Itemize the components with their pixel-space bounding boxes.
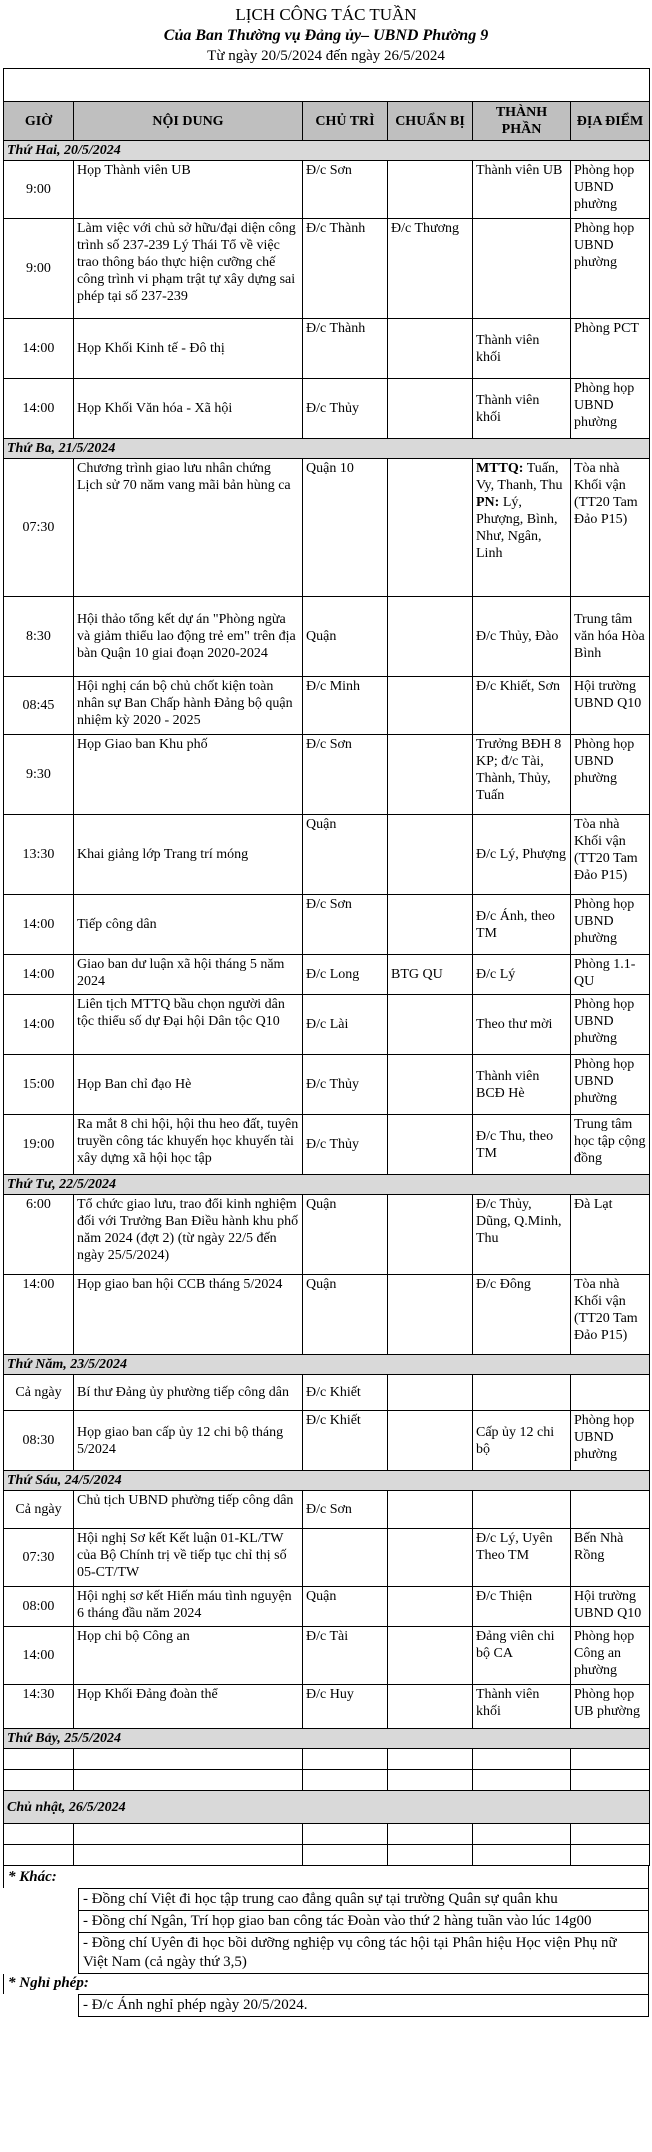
cell-time: 15:00 [4,1055,74,1115]
cell-place: Tòa nhà Khối vận (TT20 Tam Đảo P15) [571,459,650,597]
col-content: NỘI DUNG [74,102,303,141]
day-row [4,1175,650,1195]
table-row [4,1411,650,1471]
cell-place: Phòng họp UB phường [571,1685,650,1729]
cell-place: Đà Lạt [571,1195,650,1275]
cell-prep [388,1115,473,1175]
cell-prep [388,379,473,439]
cell-prep [388,597,473,677]
cell-content: Hội nghị cán bộ chủ chốt kiện toàn nhân sự Ban Chấp hành Đảng bộ quận nhiệm kỳ 2020 - 2025 [74,677,303,735]
cell-place: Phòng họp UBND phường [571,1055,650,1115]
cell-place: Phòng PCT [571,319,650,379]
day-label-thursday: Thứ Năm, 23/5/2024 [4,1355,650,1375]
cell-prep [388,895,473,955]
day-row [4,141,650,161]
cell-place: Trung tâm văn hóa Hòa Bình [571,597,650,677]
cell-chair: Đ/c Sơn [303,895,388,955]
day-label-tuesday: Thứ Ba, 21/5/2024 [4,439,650,459]
cell-chair: Quận [303,815,388,895]
cell-content: Họp Khối Kinh tế - Đô thị [74,319,303,379]
col-time: GIỜ [4,102,74,141]
cell-place: Hội trường UBND Q10 [571,677,650,735]
cell-members [473,219,571,319]
table-row [4,1685,650,1729]
day-row [4,1729,650,1749]
cell-chair [303,1529,388,1587]
table-row [4,597,650,677]
cell-content: Tiếp công dân [74,895,303,955]
cell-prep [388,1195,473,1275]
cell-chair: Đ/c Thủy [303,379,388,439]
table-row [4,955,650,995]
cell-place: Phòng họp UBND phường [571,735,650,815]
cell-chair: Đ/c Sơn [303,161,388,219]
cell-content: Hội nghị sơ kết Hiến máu tình nguyện 6 tháng đầu năm 2024 [74,1587,303,1627]
cell-prep [388,1627,473,1685]
table-row [4,1115,650,1175]
cell-prep [388,1587,473,1627]
cell-members: Đ/c Đông [473,1275,571,1355]
cell-members: Đ/c Ánh, theo TM [473,895,571,955]
table-row [4,1627,650,1685]
cell-time: Cả ngày [4,1491,74,1529]
cell-time: 07:30 [4,459,74,597]
cell-members: Đ/c Khiết, Sơn [473,677,571,735]
cell-members: Thành viên khối [473,319,571,379]
cell-prep [388,1491,473,1529]
cell-time: 14:30 [4,1685,74,1729]
cell-place: Phòng họp UBND phường [571,1411,650,1471]
cell-content: Làm việc với chủ sở hữu/đại diện công trình số 237-239 Lý Thái Tổ về việc trao thông báo thực hiện cưỡng chế công trình vi phạm trật tự xây dựng sai phép tại số 237-239 [74,219,303,319]
cell-chair: Đ/c Khiết [303,1411,388,1471]
page-title: LỊCH CÔNG TÁC TUẦN [235,5,417,24]
cell-place: Phòng họp UBND phường [571,379,650,439]
cell-content: Tổ chức giao lưu, trao đổi kinh nghiệm đối với Trưởng Ban Điều hành khu phố năm 2024 (đợt 2) (từ ngày 22/5 đến ngày 25/5/2024) [74,1195,303,1275]
cell-members: Đảng viên chi bộ CA [473,1627,571,1685]
day-label-saturday: Thứ Bảy, 25/5/2024 [4,1729,650,1749]
table-row [4,219,650,319]
cell-prep: BTG QU [388,955,473,995]
col-chair: CHỦ TRÌ [303,102,388,141]
cell-members: Đ/c Thu, theo TM [473,1115,571,1175]
cell-chair: Đ/c Huy [303,1685,388,1729]
cell-place: Phòng họp UBND phường [571,895,650,955]
cell-time: 8:30 [4,597,74,677]
other-note: - Đồng chí Việt đi học tập trung cao đẳng quân sự tại trường Quân sự quân khu [78,1888,649,1911]
cell-time: 14:00 [4,955,74,995]
table-row [4,1749,650,1770]
cell-place: Phòng 1.1-QU [571,955,650,995]
cell-time: 13:30 [4,815,74,895]
cell-chair: Đ/c Tài [303,1627,388,1685]
cell-prep [388,1275,473,1355]
table-row [4,161,650,219]
other-note: - Đồng chí Ngân, Trí họp giao ban công tác Đoàn vào thứ 2 hàng tuần vào lúc 14g00 [78,1911,649,1933]
cell-members [473,1491,571,1529]
table-row [4,1529,650,1587]
cell-place: Phòng họp Công an phường [571,1627,650,1685]
notes-section [3,1866,649,2017]
cell-prep [388,815,473,895]
day-label-friday: Thứ Sáu, 24/5/2024 [4,1471,650,1491]
blank-row [4,69,650,102]
table-row [4,1195,650,1275]
cell-time: 08:45 [4,677,74,735]
cell-prep [388,161,473,219]
other-note: - Đồng chí Uyên đi học bồi dưỡng nghiệp vụ công tác hội tại Phân hiệu Học viện Phụ nữ Việt Nam (cả ngày thứ 3,5) [78,1933,649,1974]
cell-chair: Đ/c Minh [303,677,388,735]
table-row [4,319,650,379]
cell-time: 9:30 [4,735,74,815]
cell-time: 14:00 [4,1275,74,1355]
table-row [4,1845,650,1866]
cell-time: 19:00 [4,1115,74,1175]
members-mttq: Tuấn, Vy, Thanh, Thu [476,461,563,493]
cell-members: Thành viên khối [473,379,571,439]
cell-place: Bến Nhà Rồng [571,1529,650,1587]
cell-members: Theo thư mời [473,995,571,1055]
cell-members: Trưởng BĐH 8 KP; đ/c Tài, Thành, Thủy, Tuấn [473,735,571,815]
cell-time: 14:00 [4,1627,74,1685]
cell-members: Thành viên BCĐ Hè [473,1055,571,1115]
cell-chair: Đ/c Thành [303,319,388,379]
day-row [4,1471,650,1491]
leave-heading: * Nghỉ phép: [3,1974,649,1994]
cell-content: Giao ban dư luận xã hội tháng 5 năm 2024 [74,955,303,995]
cell-time: 14:00 [4,379,74,439]
cell-time: 9:00 [4,219,74,319]
cell-time: 6:00 [4,1195,74,1275]
cell-content: Họp Giao ban Khu phố [74,735,303,815]
members-pn: Lý, Phượng, Bình, Như, Ngân, Linh [476,495,558,561]
table-row [4,815,650,895]
cell-place: Phòng họp UBND phường [571,995,650,1055]
cell-prep [388,1685,473,1729]
table-row [4,1770,650,1791]
table-row [4,895,650,955]
cell-chair: Quận 10 [303,459,388,597]
col-prep: CHUẨN BỊ [388,102,473,141]
cell-content: Liên tịch MTTQ bầu chọn người dân tộc thiểu số dự Đại hội Dân tộc Q10 [74,995,303,1055]
cell-members: Đ/c Thủy, Đào [473,597,571,677]
cell-prep [388,735,473,815]
cell-prep [388,319,473,379]
cell-content: Chủ tịch UBND phường tiếp công dân [74,1491,303,1529]
cell-chair: Đ/c Sơn [303,1491,388,1529]
cell-members: Đ/c Lý, Uyên Theo TM [473,1529,571,1587]
cell-prep: Đ/c Thương [388,219,473,319]
cell-time: 08:00 [4,1587,74,1627]
cell-content: Họp giao ban hội CCB tháng 5/2024 [74,1275,303,1355]
cell-content: Bí thư Đảng ủy phường tiếp công dân [74,1375,303,1411]
cell-chair: Quận [303,1195,388,1275]
cell-chair: Quận [303,1275,388,1355]
cell-prep [388,1411,473,1471]
page-subtitle: Của Ban Thường vụ Đảng ủy– UBND Phường 9 [163,27,489,44]
cell-place: Tòa nhà Khối vận (TT20 Tam Đảo P15) [571,815,650,895]
cell-chair: Đ/c Khiết [303,1375,388,1411]
cell-chair: Đ/c Thành [303,219,388,319]
cell-members: Cấp ủy 12 chi bộ [473,1411,571,1471]
cell-content: Họp Ban chỉ đạo Hè [74,1055,303,1115]
table-row [4,677,650,735]
title-block [0,0,652,68]
cell-prep [388,677,473,735]
cell-chair: Đ/c Lài [303,995,388,1055]
leave-note: - Đ/c Ánh nghỉ phép ngày 20/5/2024. [78,1994,649,2017]
cell-content: Họp chi bộ Công an [74,1627,303,1685]
date-range: Từ ngày 20/5/2024 đến ngày 26/5/2024 [207,48,445,64]
table-row [4,1055,650,1115]
cell-time: 07:30 [4,1529,74,1587]
day-row [4,439,650,459]
cell-content: Họp Thành viên UB [74,161,303,219]
day-label-sunday: Chủ nhật, 26/5/2024 [4,1791,650,1824]
cell-members: Đ/c Thiện [473,1587,571,1627]
table-row [4,379,650,439]
cell-members: Đ/c Lý, Phượng [473,815,571,895]
cell-chair: Quận [303,597,388,677]
table-row [4,459,650,597]
cell-prep [388,1375,473,1411]
cell-chair: Đ/c Long [303,955,388,995]
cell-content: Hội thảo tổng kết dự án "Phòng ngừa và giảm thiểu lao động trẻ em" trên địa bàn Quận 10 giai đoạn 2020-2024 [74,597,303,677]
cell-content: Họp giao ban cấp ủy 12 chi bộ tháng 5/2024 [74,1411,303,1471]
cell-prep [388,459,473,597]
day-row [4,1355,650,1375]
col-place: ĐỊA ĐIỂM [571,102,650,141]
cell-time: 14:00 [4,319,74,379]
table-row [4,1587,650,1627]
cell-members: Thành viên khối [473,1685,571,1729]
cell-content: Chương trình giao lưu nhân chứng Lịch sử 70 năm vang mãi bản hùng ca [74,459,303,597]
col-members: THÀNH PHẦN [473,102,571,141]
day-label-wednesday: Thứ Tư, 22/5/2024 [4,1175,650,1195]
table-row [4,735,650,815]
cell-chair: Đ/c Sơn [303,735,388,815]
cell-members: Đ/c Thủy, Dũng, Q.Minh, Thu [473,1195,571,1275]
table-row [4,1275,650,1355]
day-row [4,1791,650,1824]
cell-time: 14:00 [4,895,74,955]
cell-prep [388,995,473,1055]
cell-prep [388,1055,473,1115]
cell-time: 9:00 [4,161,74,219]
cell-members [473,1375,571,1411]
cell-content: Khai giảng lớp Trang trí móng [74,815,303,895]
members-label-pn: PN: [476,495,500,510]
schedule-table [3,68,650,1866]
cell-content: Ra mắt 8 chi hội, hội thu heo đất, tuyên truyền công tác khuyến học khuyến tài xây dựng xã hội học tập [74,1115,303,1175]
cell-members: Thành viên UB [473,161,571,219]
cell-chair: Đ/c Thủy [303,1115,388,1175]
cell-chair: Quận [303,1587,388,1627]
cell-content: Họp Khối Đảng đoàn thể [74,1685,303,1729]
other-heading: * Khác: [3,1866,649,1888]
table-header [4,102,650,141]
table-row [4,1375,650,1411]
cell-content: Họp Khối Văn hóa - Xã hội [74,379,303,439]
cell-place: Tòa nhà Khối vận (TT20 Tam Đảo P15) [571,1275,650,1355]
cell-time: 08:30 [4,1411,74,1471]
cell-members: Đ/c Lý [473,955,571,995]
cell-place: Trung tâm học tập cộng đồng [571,1115,650,1175]
cell-place: Phòng họp UBND phường [571,161,650,219]
cell-content: Hội nghị Sơ kết Kết luận 01-KL/TW của Bộ Chính trị về tiếp tục chỉ thị số 05-CT/TW [74,1529,303,1587]
cell-place: Hội trường UBND Q10 [571,1587,650,1627]
cell-place [571,1491,650,1529]
cell-members [473,459,571,597]
cell-chair: Đ/c Thủy [303,1055,388,1115]
cell-place [571,1375,650,1411]
members-label-mttq: MTTQ: [476,461,524,476]
table-row [4,1824,650,1845]
cell-time: Cả ngày [4,1375,74,1411]
table-row [4,1491,650,1529]
cell-time: 14:00 [4,995,74,1055]
day-label-monday: Thứ Hai, 20/5/2024 [4,141,650,161]
table-row [4,995,650,1055]
cell-prep [388,1529,473,1587]
cell-place: Phòng họp UBND phường [571,219,650,319]
